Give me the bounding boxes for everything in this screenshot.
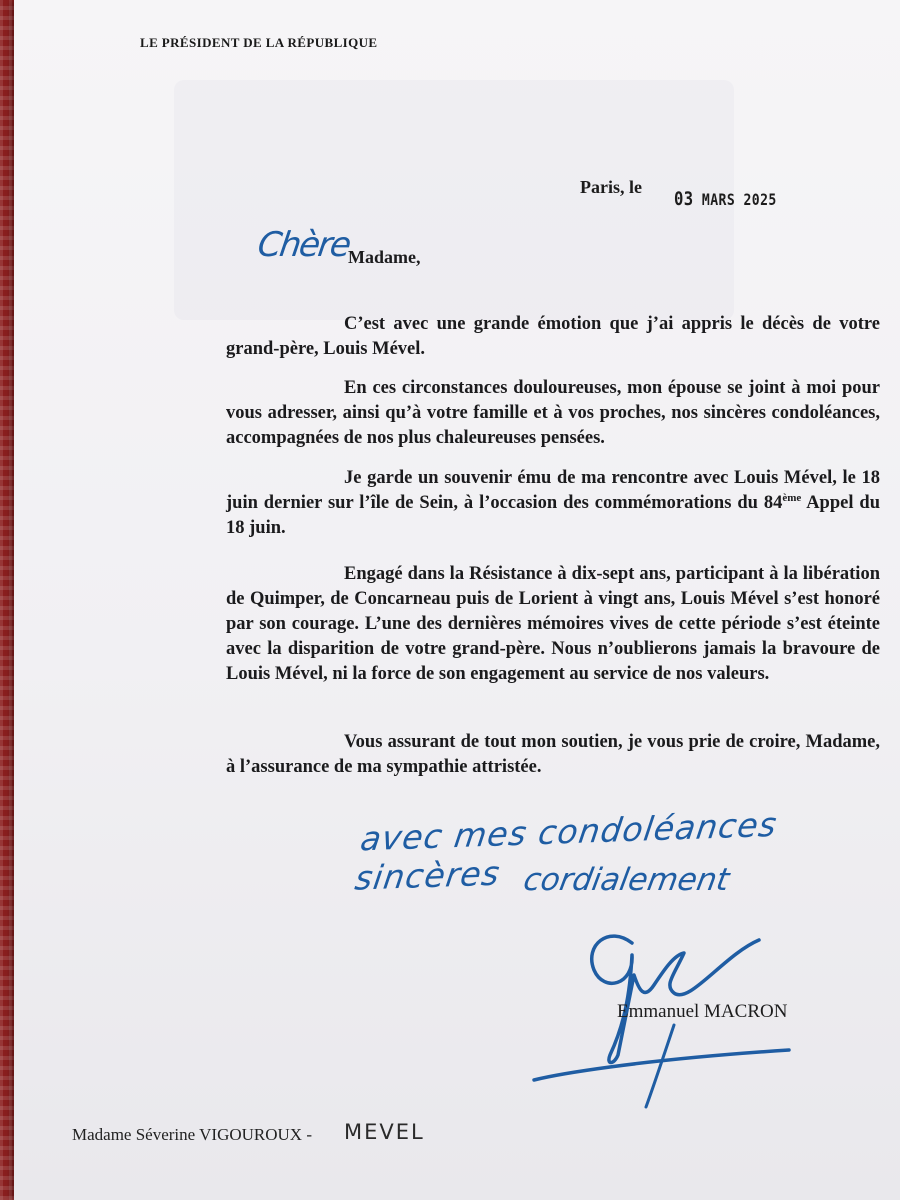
- date-prefix: Paris, le: [580, 177, 642, 197]
- date-day: 03: [674, 188, 694, 210]
- date-stamp: [674, 188, 777, 210]
- signatory-name: Emmanuel MACRON: [617, 1001, 788, 1022]
- handwritten-closing-line-1: avec mes condoléances sincères: [352, 804, 780, 898]
- ordinal-superscript: ème: [782, 491, 802, 504]
- letterhead: LE PRÉSIDENT DE LA RÉPUBLIQUE: [140, 35, 378, 50]
- paragraph-condolence-intro: C’est avec une grande émotion que j’ai appris le décès de votre grand-père, Louis Mével.: [226, 314, 880, 359]
- paper-watermark: [174, 80, 734, 320]
- letter-page: [14, 0, 900, 1200]
- handwritten-greeting: Chère: [255, 225, 352, 265]
- recipient-handwritten: MEVEL: [344, 1120, 425, 1144]
- paragraph-memory: Je garde un souvenir ému de ma rencontre avec Louis Mével, le 18 juin dernier sur l’île de Sein, à l’occasion des commémorations du 84ème Appel du 18 juin.: [226, 468, 880, 538]
- recipient-typed: Madame Séverine VIGOUROUX -: [72, 1125, 312, 1144]
- paragraph-closing: Vous assurant de tout mon soutien, je vous prie de croire, Madame, à l’assurance de ma sympathie attristée.: [226, 732, 880, 777]
- paragraph-condolences: En ces circonstances douloureuses, mon épouse se joint à moi pour vous adresser, ainsi qu’à votre famille et à vos proches, nos sincères condoléances, accompagnées de nos plus chaleureuses pensées.: [226, 378, 880, 448]
- date-month-year: MARS 2025: [701, 190, 777, 209]
- handwritten-closing-line-2: cordialement: [520, 862, 732, 898]
- salutation: Madame,: [348, 247, 421, 267]
- paragraph-resistance: Engagé dans la Résistance à dix-sept ans, participant à la libération de Quimper, de Concarneau puis de Lorient à vingt ans, Louis Mével s’est honoré par son courage. L’une des dernières mémoires vives de cette période s’est éteinte avec la disparition de votre grand-père. Nous n’oublierons jamais la bravoure de Louis Mével, ni la force de son engagement au service de nos valeurs.: [226, 564, 880, 684]
